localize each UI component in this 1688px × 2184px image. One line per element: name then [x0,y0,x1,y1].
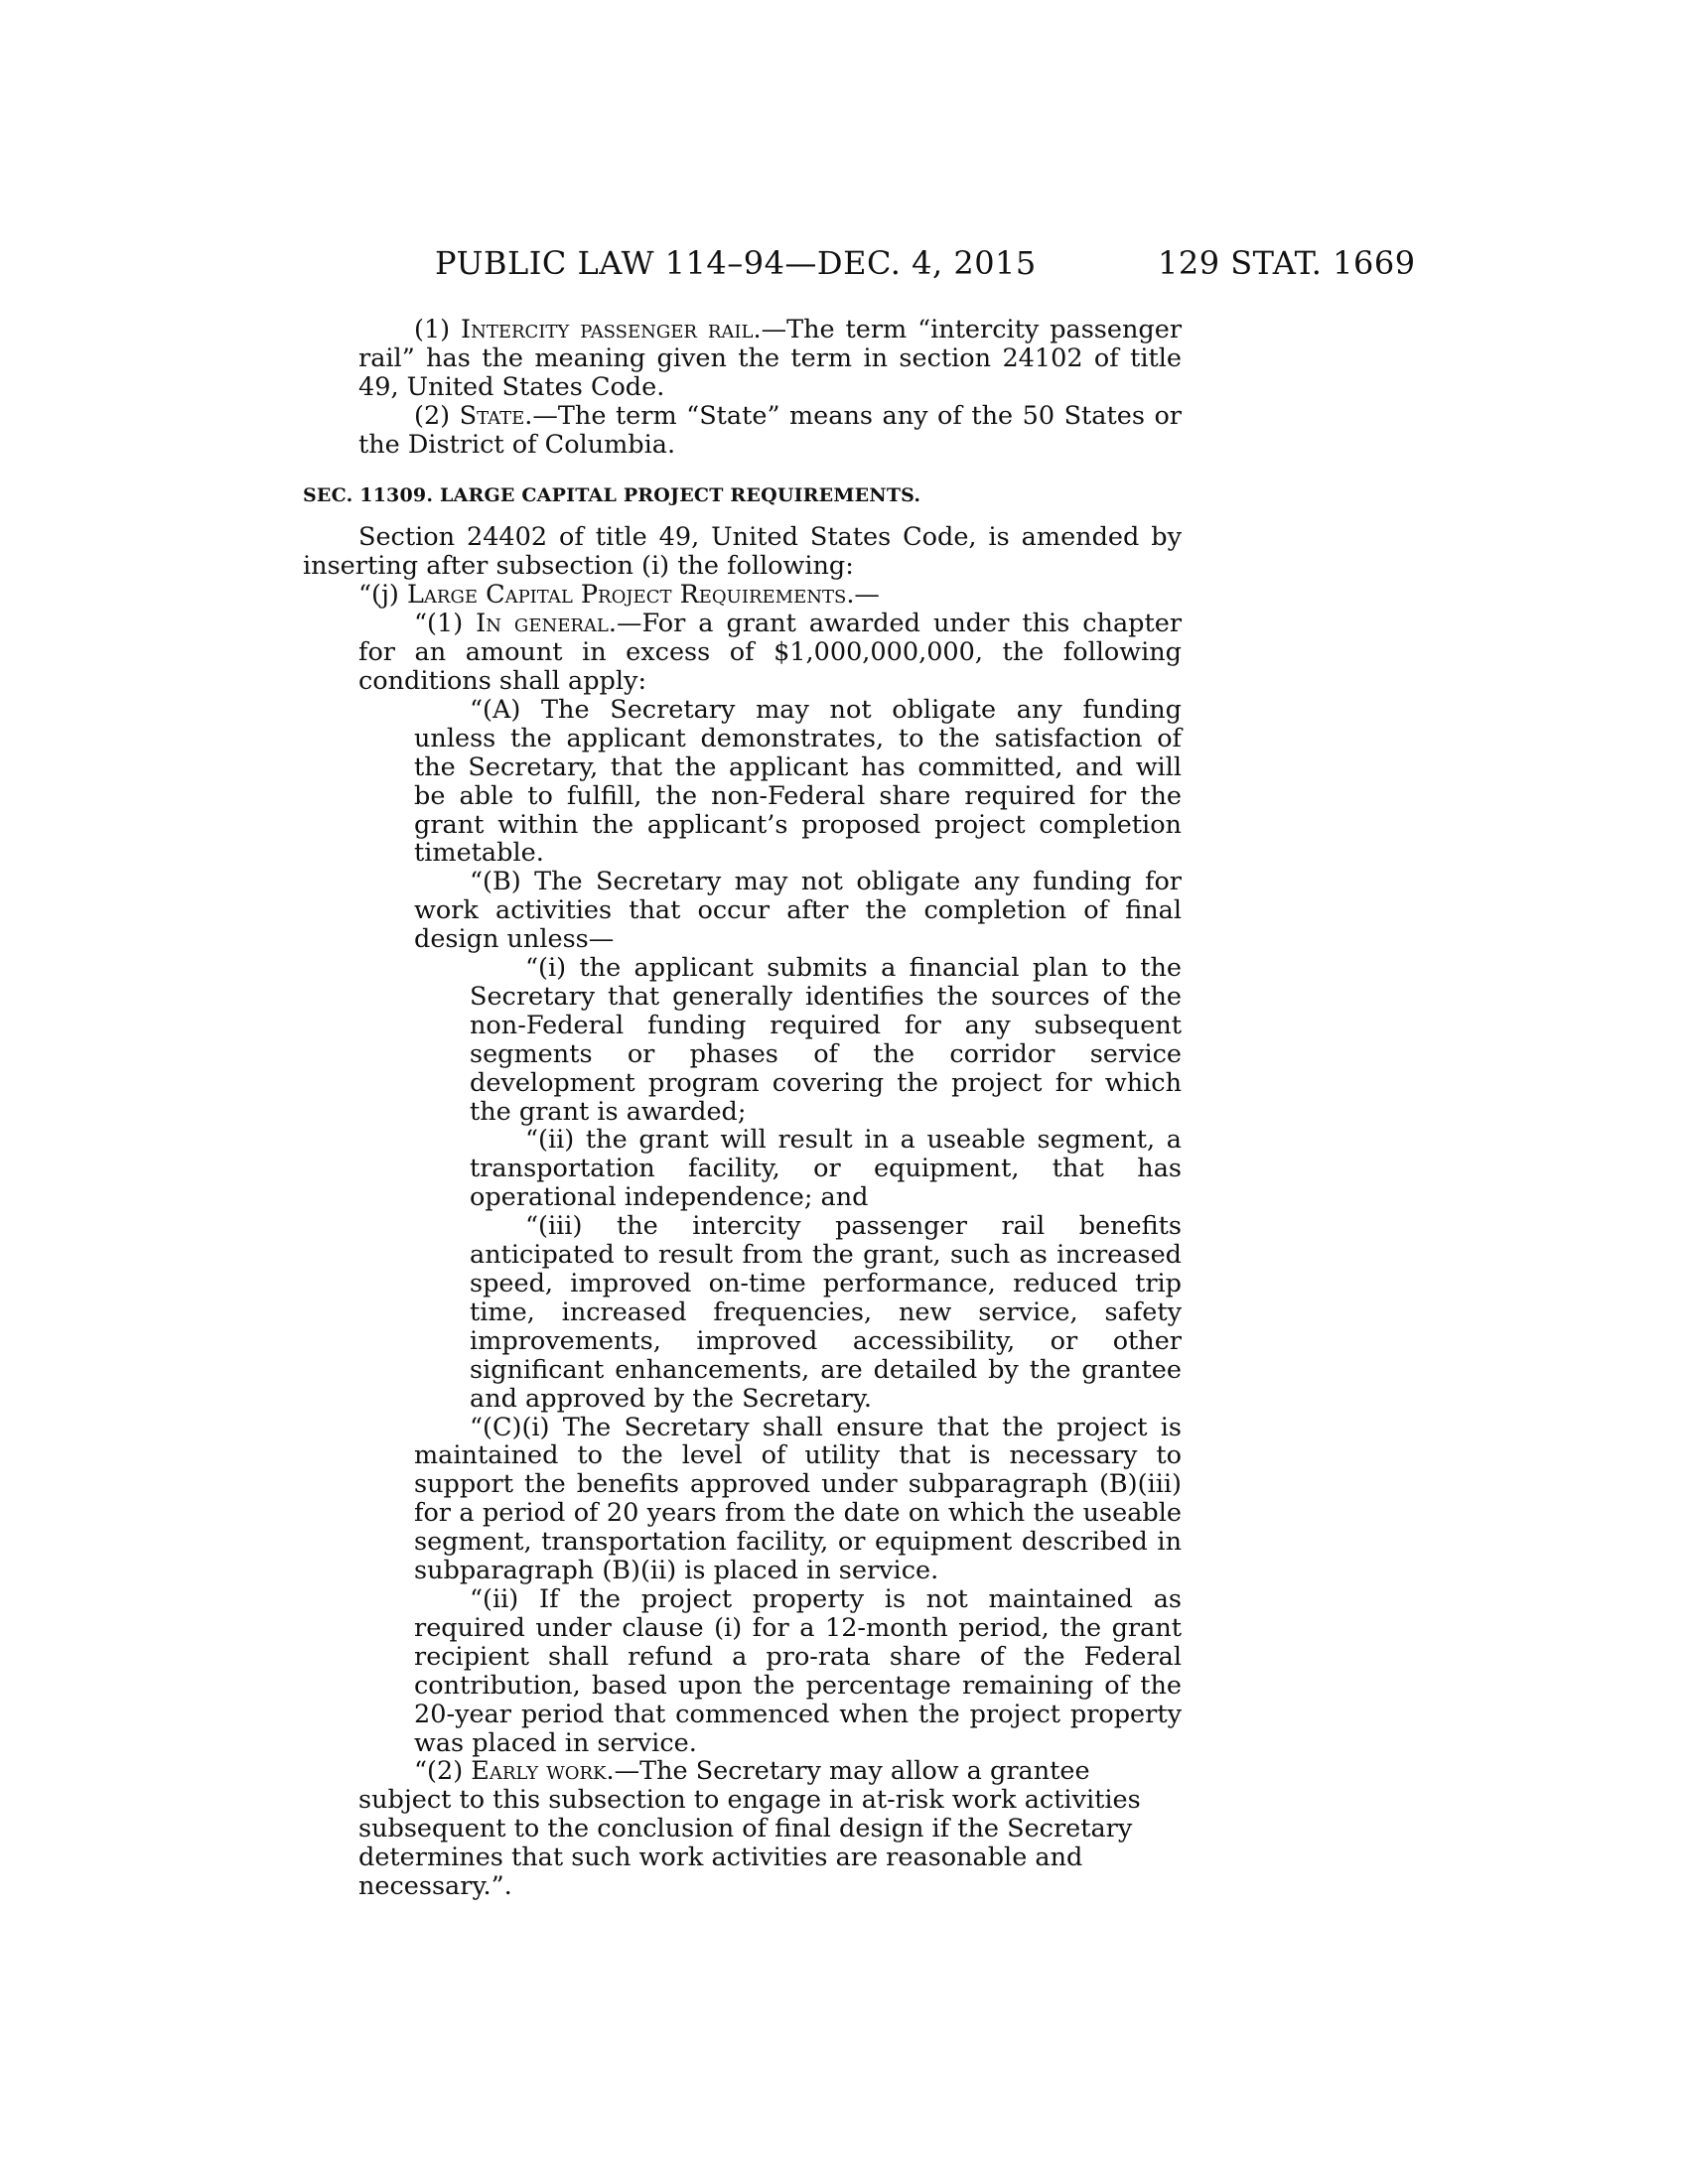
definition-term: Intercity passenger rail [461,315,754,344]
paragraph-text: .—The Secretary may allow a grantee subject to this subsection to engage in at-risk work activities subsequent to the conclusion of final design if the Secretary determines that such work activities are reasonable and necessary.”. [358,1756,1141,1902]
clause-c-ii: “(ii) If the project property is not maintained as required under clause (i) for a 12-month period, the grant recipient shall refund a pro-rata share of the Federal contribution, based upon the percentage remaining of the 20-year period that commenced when the project property was placed in service. [414,1583,1182,1758]
definition-state [303,402,1182,460]
definition-text: .—The term “State” means any of the 50 States or the District of Columbia. [358,400,1182,460]
definition-number: (1) [414,315,462,344]
statute-body [303,316,1182,1901]
subsection-dash: .— [846,580,880,611]
paragraph-number: “(2) [414,1756,472,1787]
clause-b-i: “(i) the applicant submits a financial plan to the Secretary that generally identifies the sources of the non-Federal funding required for any subsequent segments or phases of the corridor service development program covering the project for which the grant is awarded; [470,953,1182,1127]
subparagraph-b: “(B) The Secretary may not obligate any funding for work activities that occur after the completion of final design unless— [414,867,1182,955]
subparagraph-a: “(A) The Secretary may not obligate any funding unless the applicant demonstrates, to the satisfaction of the Secretary, that the applicant has committed, and will be able to fulfill, the non-Federal share required for the grant within the applicant’s proposed project completion timetable. [414,694,1182,869]
running-header-title: PUBLIC LAW 114–94—DEC. 4, 2015 [435,244,1037,282]
clause-b-iii: “(iii) the intercity passenger rail benefits anticipated to result from the grant, such as increased speed, improved on-time performance, reduced trip time, increased frequencies, new service, safety improvements, improved accessibility, or other significant enhancements, are detailed by the grantee and approved by the Secretary. [470,1211,1182,1414]
definition-number: (2) [414,400,460,431]
statute-page-reference: 129 STAT. 1669 [1158,244,1416,282]
paragraph-2-early-work [303,1757,1182,1901]
subsection-j-heading [303,581,1182,610]
subparagraph-c-i: “(C)(i) The Secretary shall ensure that the project is maintained to the level of utility that is necessary to support the benefits approved under subparagraph (B)(iii) for a period of 20 years from the date on which the useable segment, transportation facility, or equipment described in subparagraph (B)(ii) is placed in service. [414,1412,1182,1586]
paragraph-text: .—For a grant awarded under this chapter for an amount in excess of $1,000,000,000, the following conditions shall apply: [358,609,1183,696]
section-heading: SEC. 11309. LARGE CAPITAL PROJECT REQUIREMENTS. [303,483,921,506]
definition-term: State [459,400,525,431]
definition-text: .—The term “intercity passenger rail” has the meaning given the term in section 24102 of title 49, United States Code. [358,315,1183,402]
paragraph-term: Early work [471,1756,607,1787]
paragraph-number: “(1) [414,609,477,639]
amendment-intro: Section 24402 of title 49, United States Code, is amended by inserting after subsection (i) the following: [303,522,1182,582]
paragraph-term: In general [476,609,609,639]
subsection-number: “(j) [358,580,407,611]
clause-b-ii: “(ii) the grant will result in a useable segment, a transportation facility, or equipment, that has operational independence; and [470,1125,1182,1213]
definition-intercity-passenger-rail [303,316,1182,402]
subsection-term: Large Capital Project Requirements [406,580,847,611]
paragraph-1-in-general [303,610,1182,696]
